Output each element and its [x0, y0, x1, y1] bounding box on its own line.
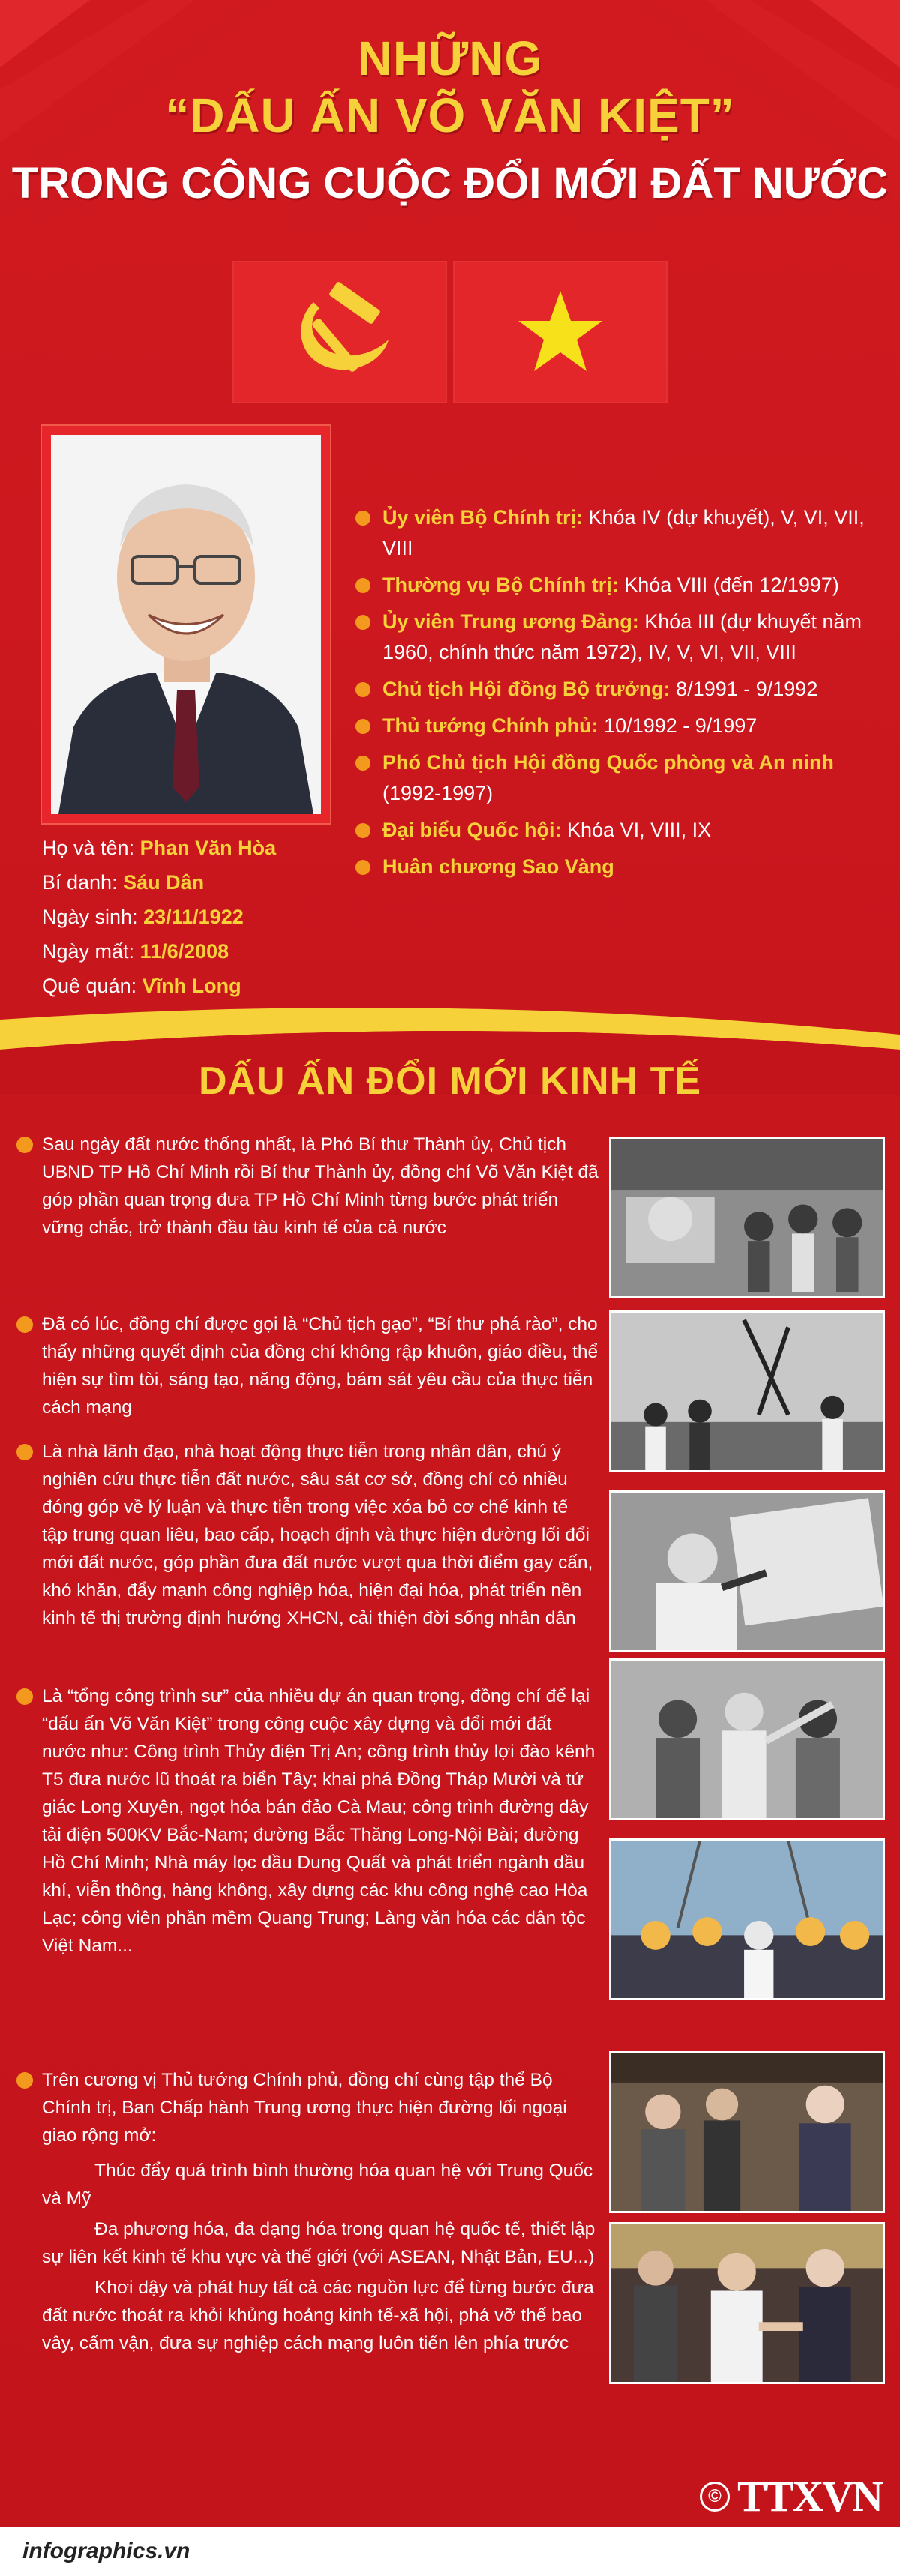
star-icon [515, 287, 605, 377]
photo-port [609, 1310, 885, 1472]
title-line-1: NHỮNG [357, 31, 543, 85]
item-text: Trên cương vị Thủ tướng Chính phủ, đồng chí cùng tập thể Bộ Chính trị, Ban Chấp hành Trung ương thực hiện đường lối ngoại giao rộng mở: Thúc đẩy quá trình bình thường hóa quan hệ với Trung Quốc và Mỹ Đa phương hóa, đa dạng hóa trong quan hệ quốc tế, thiết lập sự liên kết kinh tế khu vực và thế giới (với ASEAN, Nhật Bản, EU...) Khơi dậy và phát huy tất cả các nguồn lực để từng bước đưa đất nước thoát ra khỏi khủng hoảng kinh tế-xã hội, phá vỡ thế bao vây, cấm vận, đưa sự nghiệp cách mạng luôn tiến lên phía trước [42, 2070, 596, 2353]
site-link[interactable]: infographics.vn [22, 2539, 190, 2563]
bullet-icon [356, 823, 370, 838]
photo-hardhats [609, 1838, 885, 2000]
bullet-icon [16, 1688, 33, 1705]
photo-factory [609, 1137, 885, 1298]
fact-death: Ngày mất: 11/6/2008 [42, 940, 230, 963]
title-line-2: “DẤU ẤN VÕ VĂN KIỆT” [165, 88, 735, 142]
bullet-icon [356, 615, 370, 630]
item-text: Là “tổng công trình sư” của nhiều dự án quan trọng, đồng chí để lại “dấu ấn Võ Văn Kiệt” trong công cuộc xây dựng và đổi mới đất nước như: Công trình Thủy điện Trị An; công trình thủy lợi đào kênh T5 đưa nước lũ thoát ra biển Tây; khai phá Đồng Tháp Mười và tứ giác Long Xuyên, ngọt hóa bán đảo Cà Mau; công trình đường dây tải điện 500KV Bắc-Nam; đường Bắc Thăng Long-Nội Bài; đường Hồ Chí Minh; Nhà máy lọc dầu Dung Quất và phát triển ngành dầu khí, viễn thông, hàng không, xây dựng các khu công nghệ cao Hòa Lạc; công viên phần mềm Quang Trung; Làng văn hóa các dân tộc Việt Nam... [42, 1686, 596, 1956]
positions-list [352, 502, 878, 888]
portrait-frame [42, 426, 330, 823]
party-flag [232, 261, 447, 403]
page-title [0, 30, 900, 210]
photo-signing [609, 1490, 885, 1652]
item-text: Là nhà lãnh đạo, nhà hoạt động thực tiễn trong nhân dân, chú ý nghiên cứu thực tiễn đất nước, sâu sát cơ sở, đồng chí có nhiều đóng góp về lý luận và thực tiễn trong việc xóa bỏ cơ chế kinh tế tập trung quan liêu, bao cấp, hoạch định và thực hiện đường lối đổi mới đất nước, góp phần đưa đất nước vượt qua thời điểm gay cấn, khó khăn, đẩy mạnh công nghiệp hóa, hiện đại hóa, phát triển nền kinh tế thị trường định hướng XHCN, cải thiện đời sống nhân dân [42, 1442, 593, 1628]
list-item: Ủy viên Bộ Chính trị: Khóa IV (dự khuyết), V, VI, VII, VIII [352, 502, 878, 564]
list-item: Ủy viên Trung ương Đảng: Khóa III (dự khuyết năm 1960, chính thức năm 1972), IV, V, VI, VII, VIII [352, 607, 878, 668]
bullet-icon [356, 860, 370, 875]
fact-name: Họ và tên: Phan Văn Hòa [42, 837, 277, 859]
bullet-icon [356, 719, 370, 734]
copyright-icon: © [700, 2482, 730, 2512]
list-item: Đại biểu Quốc hội: Khóa VI, VIII, IX [352, 815, 878, 846]
brand-logo: TTXVN [736, 2472, 882, 2521]
item-text: Đã có lúc, đồng chí được gọi là “Chủ tịch gạo”, “Bí thư phá rào”, cho thấy những quyết định của đồng chí không rập khuôn, giáo điều, thể hiện sự tìm tòi, sáng tạo, năng động, bám sát yêu cầu của thực tiễn cách mạng [42, 1314, 598, 1418]
national-flag [453, 261, 668, 403]
bullet-icon [16, 1444, 33, 1460]
bullet-icon [16, 1137, 33, 1153]
list-item: Phó Chủ tịch Hội đồng Quốc phòng và An ninh (1992-1997) [352, 747, 878, 809]
bullet-icon [356, 511, 370, 526]
list-item: Thường vụ Bộ Chính trị: Khóa VIII (đến 12/1997) [352, 570, 878, 601]
section-title: DẤU ẤN ĐỔI MỚI KINH TẾ [198, 1059, 702, 1103]
title-line-3: TRONG CÔNG CUỘC ĐỔI MỚI ĐẤT NƯỚC [11, 159, 889, 208]
photo-meeting [609, 2051, 885, 2213]
photo-handshake [609, 2222, 885, 2384]
item-text: Sau ngày đất nước thống nhất, là Phó Bí thư Thành ủy, Chủ tịch UBND TP Hồ Chí Minh rồi Bí thư Thành ủy, đồng chí Võ Văn Kiệt đã góp phần quan trọng đưa TP Hồ Chí Minh từng bước phát triển vững chắc, trở thành đầu tàu kinh tế của cả nước [42, 1134, 598, 1238]
list-item: Thủ tướng Chính phủ: 10/1992 - 9/1997 [352, 711, 878, 741]
portrait-photo [51, 435, 321, 814]
fact-alias: Bí danh: Sáu Dân [42, 871, 205, 894]
flags [232, 261, 668, 403]
personal-facts [42, 831, 342, 1003]
bullet-icon [356, 682, 370, 697]
bullet-icon [356, 578, 370, 593]
fact-hometown: Quê quán: Vĩnh Long [42, 975, 242, 997]
bullet-icon [16, 2072, 33, 2089]
bullet-icon [356, 756, 370, 771]
list-item: Chủ tịch Hội đồng Bộ trưởng: 8/1991 - 9/1992 [352, 674, 878, 705]
fact-birth: Ngày sinh: 23/11/1922 [42, 906, 244, 928]
ttxvn-logo [694, 2467, 882, 2527]
list-item: Huân chương Sao Vàng [352, 852, 878, 882]
photo-inspection [609, 1658, 885, 1820]
hammer-sickle-icon [284, 280, 396, 385]
footer [0, 2527, 900, 2576]
bullet-icon [16, 1316, 33, 1333]
